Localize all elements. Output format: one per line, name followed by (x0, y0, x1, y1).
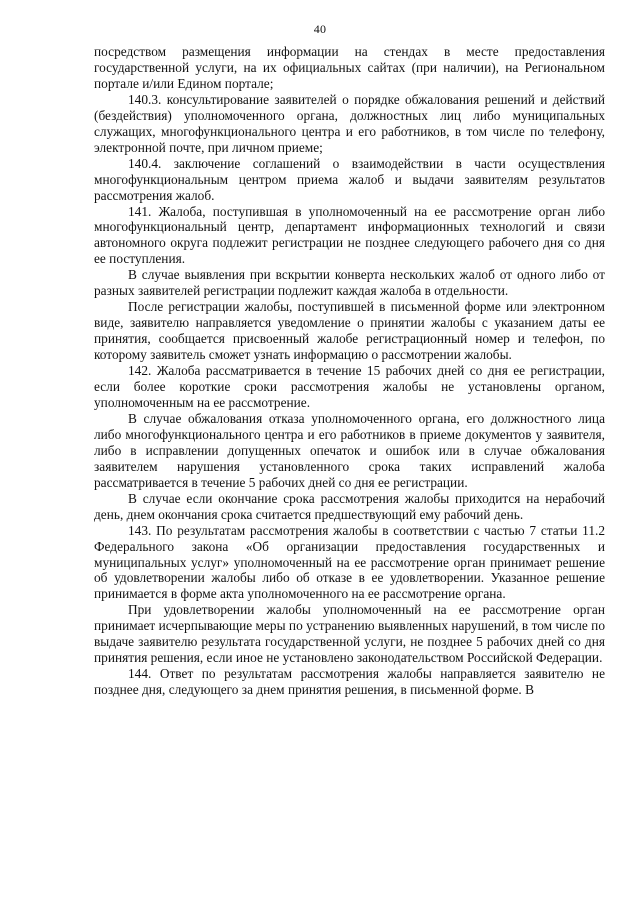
paragraph-144: 144. Ответ по результатам рассмотрения жалобы направляется заявителю не позднее дня, следующего за днем принятия решения, в письменной форме. В (94, 666, 605, 698)
paragraph-continuation: посредством размещения информации на стендах в месте предоставления государственной услуги, на их официальных сайтах (при наличии), на Региональном портале и/или Едином портале; (94, 44, 605, 91)
paragraph-142: 142. Жалоба рассматривается в течение 15 рабочих дней со дня ее регистрации, если более короткие сроки рассмотрения жалобы не установлены органом, уполномоченным на ее рассмотрение. (94, 363, 605, 410)
paragraph-143: 143. По результатам рассмотрения жалобы в соответствии с частью 7 статьи 11.2 Федерального закона «Об организации предоставления государственных и муниципальных услуг» уполномоченный на ее рассмотрение орган принимает решение об удовлетворении жалобы либо об отказе в ее удовлетворении. Указанное решение принимается в форме акта уполномоченного на ее рассмотрение органа. (94, 522, 605, 602)
document-body (94, 44, 605, 698)
paragraph-140-4: 140.4. заключение соглашений о взаимодействии в части осуществления многофункциональным центром приема жалоб и выдачи заявителям результатов рассмотрения жалоб. (94, 155, 605, 203)
paragraph-registration-notice: После регистрации жалобы, поступившей в письменной форме или электронном виде, заявителю направляется уведомление о принятии жалобы с указанием даты ее принятия, сообщается присвоенный жалобе регистрационный номер и телефон, по которому заявитель сможет узнать информацию о рассмотрении жалобы. (94, 299, 605, 363)
paragraph-140-3: 140.3. консультирование заявителей о порядке обжалования решений и действий (бездействия) уполномоченного органа, должностных лиц либо муниципальных служащих, многофункционального центра и его работников, в том числе по телефону, электронной почте, при личном приеме; (94, 91, 605, 155)
paragraph-141: 141. Жалоба, поступившая в уполномоченный на ее рассмотрение орган либо многофункциональный центр, департамент информационных технологий и связи автономного округа подлежит регистрации не позднее следующего рабочего дня со дня ее поступления. (94, 203, 605, 267)
paragraph-refusal-appeal: В случае обжалования отказа уполномоченного органа, его должностного лица либо многофункционального центра и его работников в приеме документов у заявителя, либо в исправлении допущенных опечаток и ошибок или в случае обжалования заявителем нарушения установленного срока таких исправлений жалоба рассматривается в течение 5 рабочих дней со дня ее регистрации. (94, 410, 605, 490)
paragraph-multiple-complaints: В случае выявления при вскрытии конверта нескольких жалоб от одного либо от разных заявителей регистрации подлежит каждая жалоба в отдельности. (94, 267, 605, 299)
page-number: 40 (313, 22, 327, 36)
paragraph-non-working-day: В случае если окончание срока рассмотрения жалобы приходится на нерабочий день, днем окончания срока считается предшествующий ему рабочий день. (94, 490, 605, 522)
paragraph-satisfaction-measures: При удовлетворении жалобы уполномоченный на ее рассмотрение орган принимает исчерпывающие меры по устранению выявленных нарушений, в том числе по выдаче заявителю результата государственной услуги, не позднее 5 рабочих дней со дня принятия решения, если иное не установлено законодательством Российской Федерации. (94, 602, 605, 666)
